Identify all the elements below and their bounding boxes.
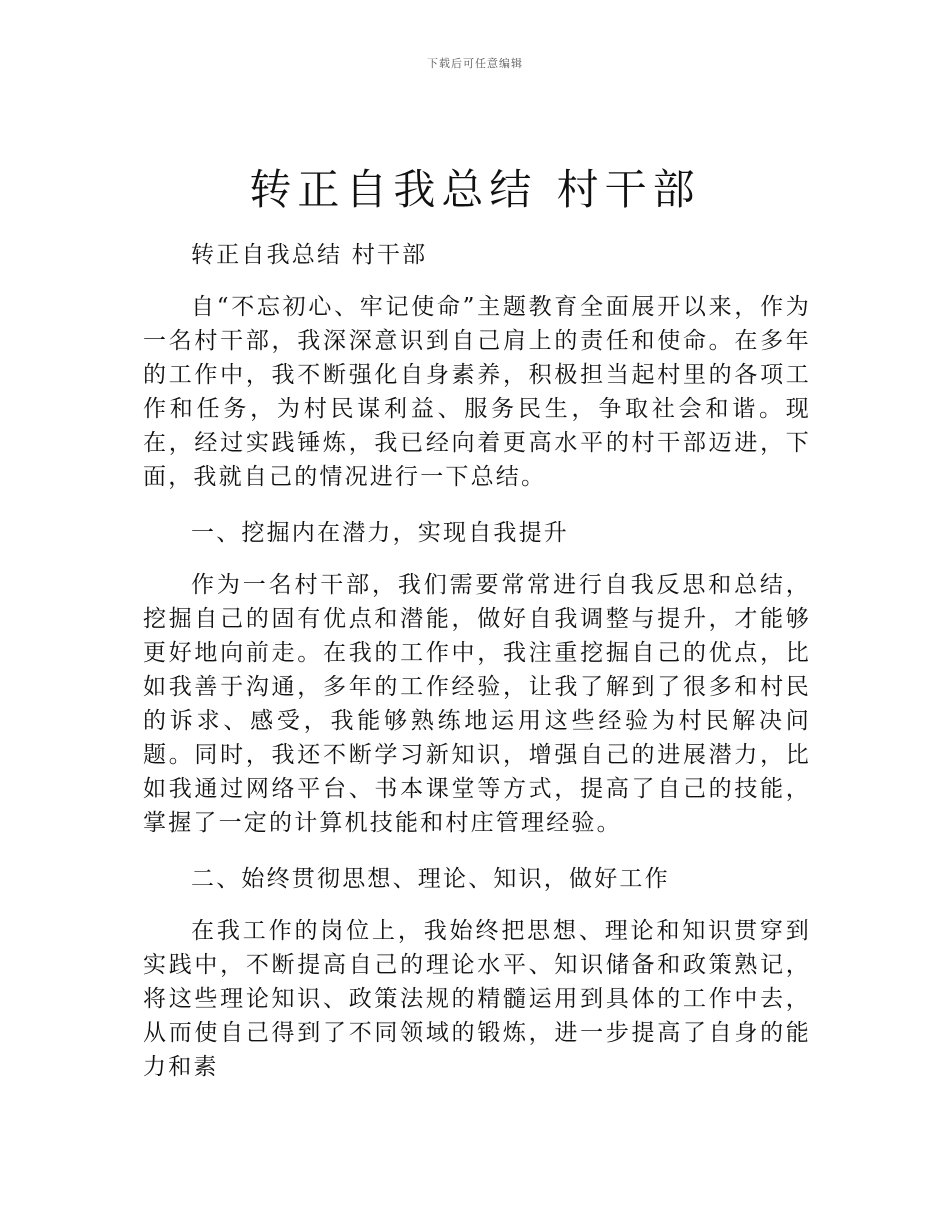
document-title: 转正自我总结 村干部 bbox=[249, 165, 701, 214]
section-2-paragraph: 在我工作的岗位上，我始终把思想、理论和知识贯穿到实践中，不断提高自己的理论水平、知识储备和政策熟记，将这些理论知识、政策法规的精髓运用到具体的工作中去，从而使自己得到了不同领域的锻炼，进一步提高了自身的能力和素 bbox=[143, 918, 811, 1080]
document-body bbox=[143, 238, 811, 1106]
intro-paragraph: 自“不忘初心、牢记使命”主题教育全面展开以来，作为一名村干部，我深深意识到自己肩上的责任和使命。在多年的工作中，我不断强化自身素养，积极担当起村里的各项工作和任务，为村民谋利益、服务民生，争取社会和谐。现在，经过实践锤炼，我已经向着更高水平的村干部迈进，下面，我就自己的情况进行一下总结。 bbox=[143, 294, 811, 490]
section-heading-2: 二、始终贯彻思想、理论、知识，做好工作 bbox=[191, 866, 670, 892]
subtitle-paragraph: 转正自我总结 村干部 bbox=[191, 242, 428, 268]
page-header-note: 下载后可任意编辑 bbox=[427, 57, 523, 70]
section-1-paragraph: 作为一名村干部，我们需要常常进行自我反思和总结，挖掘自己的固有优点和潜能，做好自我调整与提升，才能够更好地向前走。在我的工作中，我注重挖掘自己的优点，比如我善于沟通，多年的工作经验，让我了解到了很多和村民的诉求、感受，我能够熟练地运用这些经验为村民解决问题。同时，我还不断学习新知识，增强自己的进展潜力，比如我通过网络平台、书本课堂等方式，提高了自己的技能，掌握了一定的计算机技能和村庄管理经验。 bbox=[143, 572, 811, 836]
section-heading-1: 一、挖掘内在潜力，实现自我提升 bbox=[191, 520, 569, 546]
